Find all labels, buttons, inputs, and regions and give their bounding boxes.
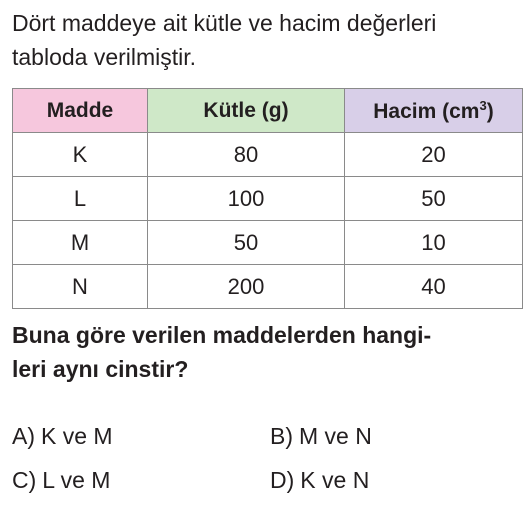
option-d-text: K ve N <box>300 467 370 493</box>
option-c[interactable] <box>12 467 110 494</box>
option-c-text: L ve M <box>42 467 111 493</box>
cell-kutle: 200 <box>148 265 345 309</box>
option-b-label: B) <box>270 423 293 449</box>
option-d[interactable] <box>270 467 369 494</box>
table-header-row <box>13 89 523 133</box>
header-kutle: Kütle (g) <box>148 89 345 133</box>
header-madde: Madde <box>13 89 148 133</box>
cell-madde: M <box>13 221 148 265</box>
option-b[interactable] <box>270 423 372 450</box>
question-text <box>12 318 524 386</box>
table-row <box>13 221 523 265</box>
option-d-label: D) <box>270 467 295 493</box>
cell-madde: K <box>13 133 148 177</box>
mass-volume-table <box>12 88 523 309</box>
question-intro <box>12 6 524 74</box>
cell-kutle: 100 <box>148 177 345 221</box>
cell-hacim: 20 <box>345 133 523 177</box>
cell-kutle: 50 <box>148 221 345 265</box>
header-hacim-sup: 3 <box>479 97 487 113</box>
header-hacim-end: ) <box>486 99 494 123</box>
header-hacim <box>345 89 523 133</box>
table-row <box>13 177 523 221</box>
option-b-text: M ve N <box>299 423 372 449</box>
intro-line-2: tabloda verilmiştir. <box>12 44 197 70</box>
cell-kutle: 80 <box>148 133 345 177</box>
option-a-text: K ve M <box>41 423 113 449</box>
cell-hacim: 50 <box>345 177 523 221</box>
cell-madde: L <box>13 177 148 221</box>
intro-line-1: Dört maddeye ait kütle ve hacim değerleri <box>12 10 437 36</box>
cell-hacim: 10 <box>345 221 523 265</box>
option-a-label: A) <box>12 423 35 449</box>
table-row <box>13 133 523 177</box>
cell-hacim: 40 <box>345 265 523 309</box>
option-c-label: C) <box>12 467 37 493</box>
option-a[interactable] <box>12 423 113 450</box>
header-hacim-text: Hacim (cm <box>373 99 480 123</box>
question-line-2: leri aynı cinstir? <box>12 356 189 382</box>
table-row <box>13 265 523 309</box>
cell-madde: N <box>13 265 148 309</box>
question-line-1: Buna göre verilen maddelerden hangi- <box>12 322 432 348</box>
